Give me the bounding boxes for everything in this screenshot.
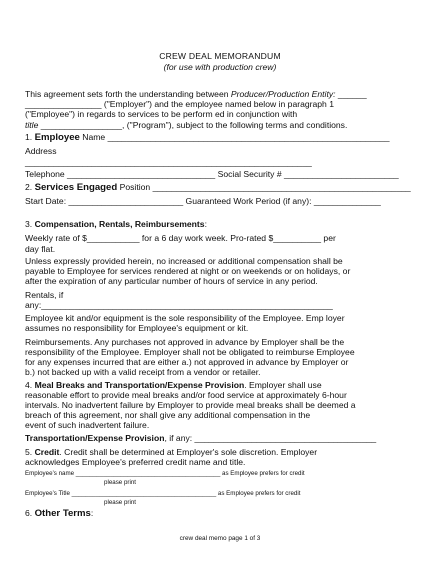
- credit-title-line: Employee’s Title __________________________________________ as Employee prefers for credit: [25, 490, 301, 497]
- meal-line-2: reasonable effort to provide meal breaks and/or food service at approximately 6-hour: [25, 390, 347, 400]
- credit-name-line: Employee’s name __________________________________________ as Employee prefers for credit: [25, 470, 305, 477]
- page-footer: crew deal memo page 1 of 3: [179, 535, 261, 542]
- producer-blank: ______: [335, 89, 367, 99]
- section-number: 6.: [25, 508, 33, 518]
- meal-line-5: event of such inadvertent failure.: [25, 420, 150, 430]
- producer-label: Producer/Production Entity:: [230, 89, 336, 99]
- name-field: Name ___________________________________________________________: [79, 132, 390, 142]
- program-text: _________________, ("Program"), subject to the following terms and conditions.: [38, 120, 348, 130]
- intro-text: This agreement sets forth the understanding between: [25, 89, 231, 99]
- section-3-compensation: [25, 219, 207, 229]
- transportation-blank: , if any: ______________________________________: [164, 433, 377, 443]
- transportation-line: [25, 433, 376, 443]
- section-number: 5.: [25, 447, 33, 457]
- meal-text: . Employer shall use: [244, 380, 322, 390]
- start-date-line: Start Date: ________________________ Guaranteed Work Period (if any): ______________: [25, 196, 381, 206]
- section-number: 3.: [25, 219, 33, 229]
- heading-colon: :: [204, 219, 207, 229]
- kit-line-2: assumes no responsibility for Employee's equipment or kit.: [25, 323, 249, 333]
- section-heading: Compensation, Rentals, Reimbursements: [34, 219, 205, 229]
- weekly-rate-line-2: day flat.: [25, 244, 56, 254]
- intro-line-4: [25, 120, 347, 130]
- section-2-services: [25, 182, 411, 193]
- title-label: title: [25, 120, 39, 130]
- reimbursement-line-1: Reimbursements. Any purchases not approved in advance by Employer shall be the: [25, 337, 345, 347]
- transportation-heading: Transportation/Expense Provision: [25, 433, 165, 443]
- reimbursement-line-4: b.) not backed up with a valid receipt from a vendor or retailer.: [25, 367, 261, 377]
- section-6-other-terms: [25, 508, 93, 519]
- rentals-line-1: Rentals, if: [25, 290, 64, 300]
- kit-line-1: Employee kit and/or equipment is the sole responsibility of the Employee. Emp loyer: [25, 313, 345, 323]
- document-title: CREW DEAL MEMORANDUM: [159, 51, 281, 61]
- address-blank: ____________________________________________________________: [25, 157, 312, 167]
- section-heading: Employee: [34, 132, 80, 143]
- section-4-meal-breaks: [25, 380, 322, 390]
- unless-line-3: after the expiration of any particular number of hours of service in any period.: [25, 276, 318, 286]
- intro-line-3: ("Employee") in regards to services to be perform ed in conjunction with: [25, 109, 298, 119]
- unless-line-2: payable to Employee for services rendered at night or on weekends or on holidays, or: [25, 266, 351, 276]
- weekly-rate-line-1: Weekly rate of $___________ for a 6 day work week. Pro-rated $__________ per: [25, 233, 336, 243]
- document-subtitle: (for use with production crew): [163, 62, 277, 72]
- section-heading: Services Engaged: [34, 182, 118, 193]
- section-number: 2.: [25, 182, 33, 192]
- reimbursement-line-3: for any expenses incurred that are either a.) not approved in advance by Employer or: [25, 357, 349, 367]
- section-heading: Credit: [34, 447, 60, 457]
- reimbursement-line-2: responsibility of the Employee. Employer shall not be obligated to reimburse Employee: [25, 347, 355, 357]
- intro-line-2: ________________ ("Employer") and the employee named below in paragraph 1: [25, 99, 335, 109]
- telephone-ssn-line: Telephone _______________________________ Social Security # ________________________: [25, 169, 399, 179]
- section-heading: Other Terms: [34, 508, 91, 519]
- rentals-line-2: any:_____________________________________________________________: [25, 300, 333, 310]
- position-field: Position ______________________________________________________: [117, 182, 411, 192]
- credit-text: . Credit shall be determined at Employer's sole discretion. Employer: [59, 447, 318, 457]
- intro-line-1: [25, 89, 367, 99]
- credit-line-2: acknowledges Employee's preferred credit name and title.: [25, 457, 246, 467]
- meal-line-3: intervals. No inadvertent failure by Employer to provide meal breaks shall be deemed a: [25, 400, 356, 410]
- please-print-note-1: please print: [104, 479, 136, 486]
- section-number: 1.: [25, 132, 33, 142]
- please-print-note-2: please print: [104, 499, 136, 506]
- section-5-credit: [25, 447, 317, 457]
- meal-line-4: breach of this agreement, nor shall give any additional compensation in the: [25, 410, 311, 420]
- address-label: Address: [25, 146, 57, 156]
- heading-colon: :: [90, 508, 94, 518]
- section-number: 4.: [25, 380, 33, 390]
- section-heading: Meal Breaks and Transportation/Expense Provision: [34, 380, 245, 390]
- section-1-employee: [25, 132, 390, 143]
- unless-line-1: Unless expressly provided herein, no increased or additional compensation shall be: [25, 256, 343, 266]
